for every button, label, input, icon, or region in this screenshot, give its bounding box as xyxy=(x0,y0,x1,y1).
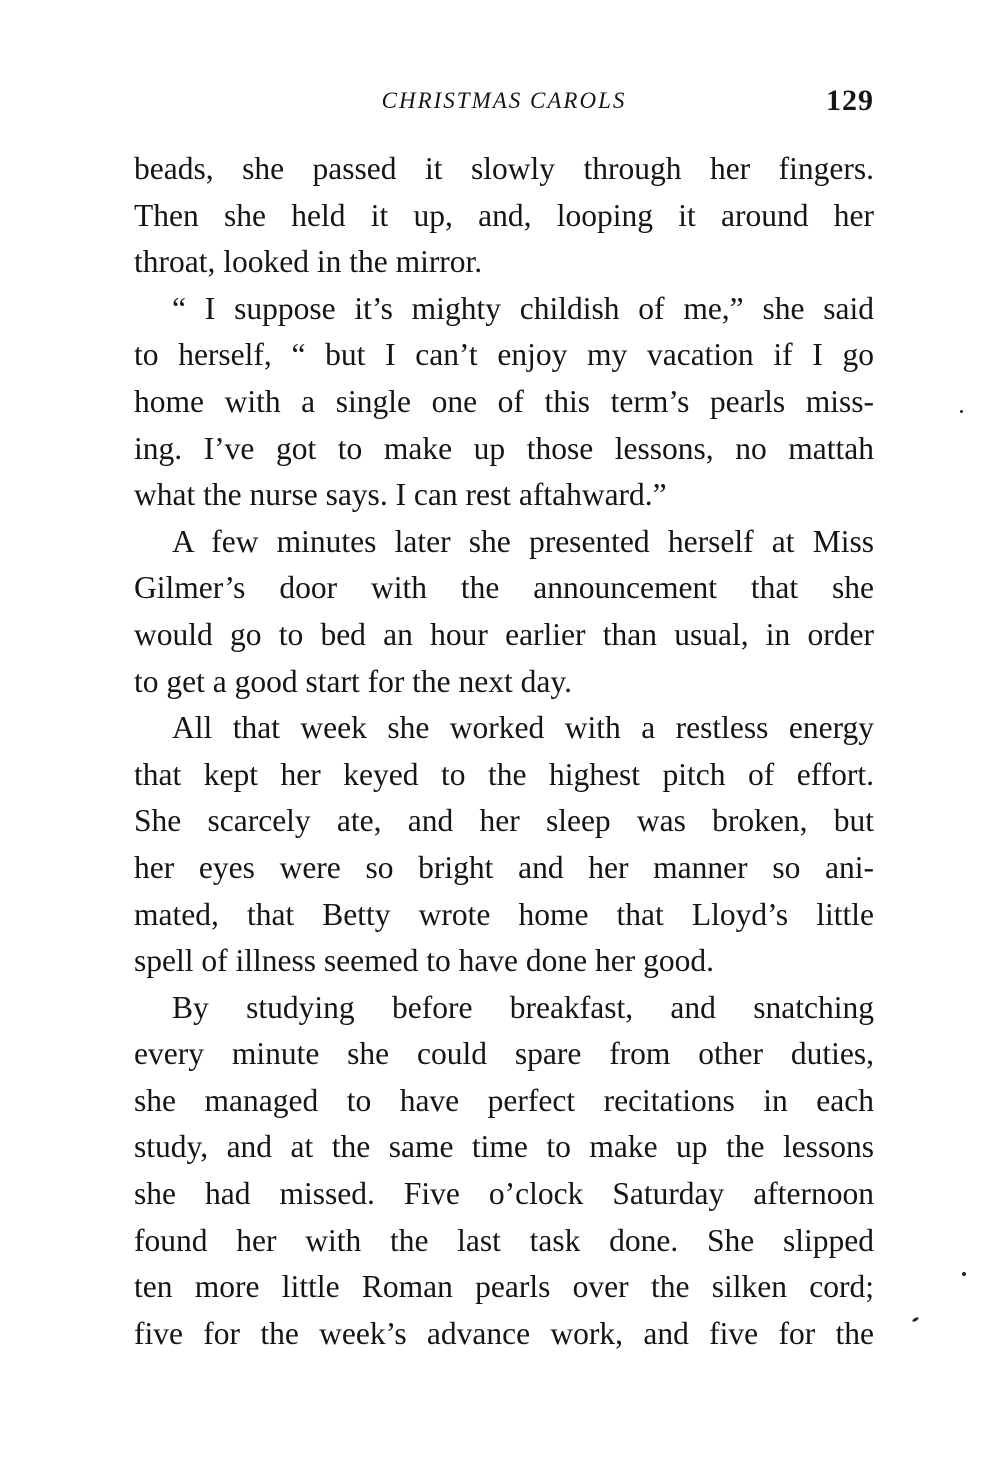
text-line: A few minutes later she presented herself at Miss xyxy=(172,523,874,559)
text-line: ten more little Roman pearls over the silken cord; xyxy=(134,1269,874,1305)
text-line: By studying before breakfast, and snatching xyxy=(172,989,874,1025)
text-line: She scarcely ate, and her sleep was broken, but xyxy=(134,803,874,839)
text-line: would go to bed an hour earlier than usual, in order xyxy=(134,616,874,652)
text-line: every minute she could spare from other duties, xyxy=(134,1036,874,1072)
body-text xyxy=(134,146,874,1357)
text-line: that kept her keyed to the highest pitch of effort. xyxy=(134,756,874,792)
text-line: to get a good start for the next day. xyxy=(134,663,572,699)
running-title: CHRISTMAS CAROLS xyxy=(381,88,627,113)
text-line: to herself, “ but I can’t enjoy my vacation if I go xyxy=(134,337,874,373)
text-line: she had missed. Five o’clock Saturday afternoon xyxy=(134,1176,874,1212)
text-line: home with a single one of this term’s pearls miss- xyxy=(134,383,874,419)
text-line: study, and at the same time to make up the lessons xyxy=(134,1129,874,1165)
text-line: found her with the last task done. She slipped xyxy=(134,1222,874,1258)
text-line: five for the week’s advance work, and five for the xyxy=(134,1315,874,1351)
page-number: 129 xyxy=(826,84,874,117)
text-line: All that week she worked with a restless energy xyxy=(172,710,874,746)
text-line: Then she held it up, and, looping it around her xyxy=(134,197,874,233)
text-line: spell of illness seemed to have done her good. xyxy=(134,943,714,979)
text-line: throat, looked in the mirror. xyxy=(134,244,483,280)
scan-speck xyxy=(960,410,963,413)
text-line: mated, that Betty wrote home that Lloyd’s little xyxy=(134,896,874,932)
text-line: “ I suppose it’s mighty childish of me,” she said xyxy=(172,290,874,326)
running-head xyxy=(134,84,874,124)
scan-speck xyxy=(912,1316,920,1322)
text-line: ing. I’ve got to make up those lessons, no mattah xyxy=(134,430,874,466)
text-line: her eyes were so bright and her manner so ani- xyxy=(134,849,874,885)
scan-speck xyxy=(962,1272,966,1276)
text-line: she managed to have perfect recitations in each xyxy=(134,1082,874,1118)
text-line: beads, she passed it slowly through her fingers. xyxy=(134,151,874,186)
text-line: Gilmer’s door with the announcement that she xyxy=(134,570,874,606)
text-line: what the nurse says. I can rest aftahward.” xyxy=(134,477,667,513)
